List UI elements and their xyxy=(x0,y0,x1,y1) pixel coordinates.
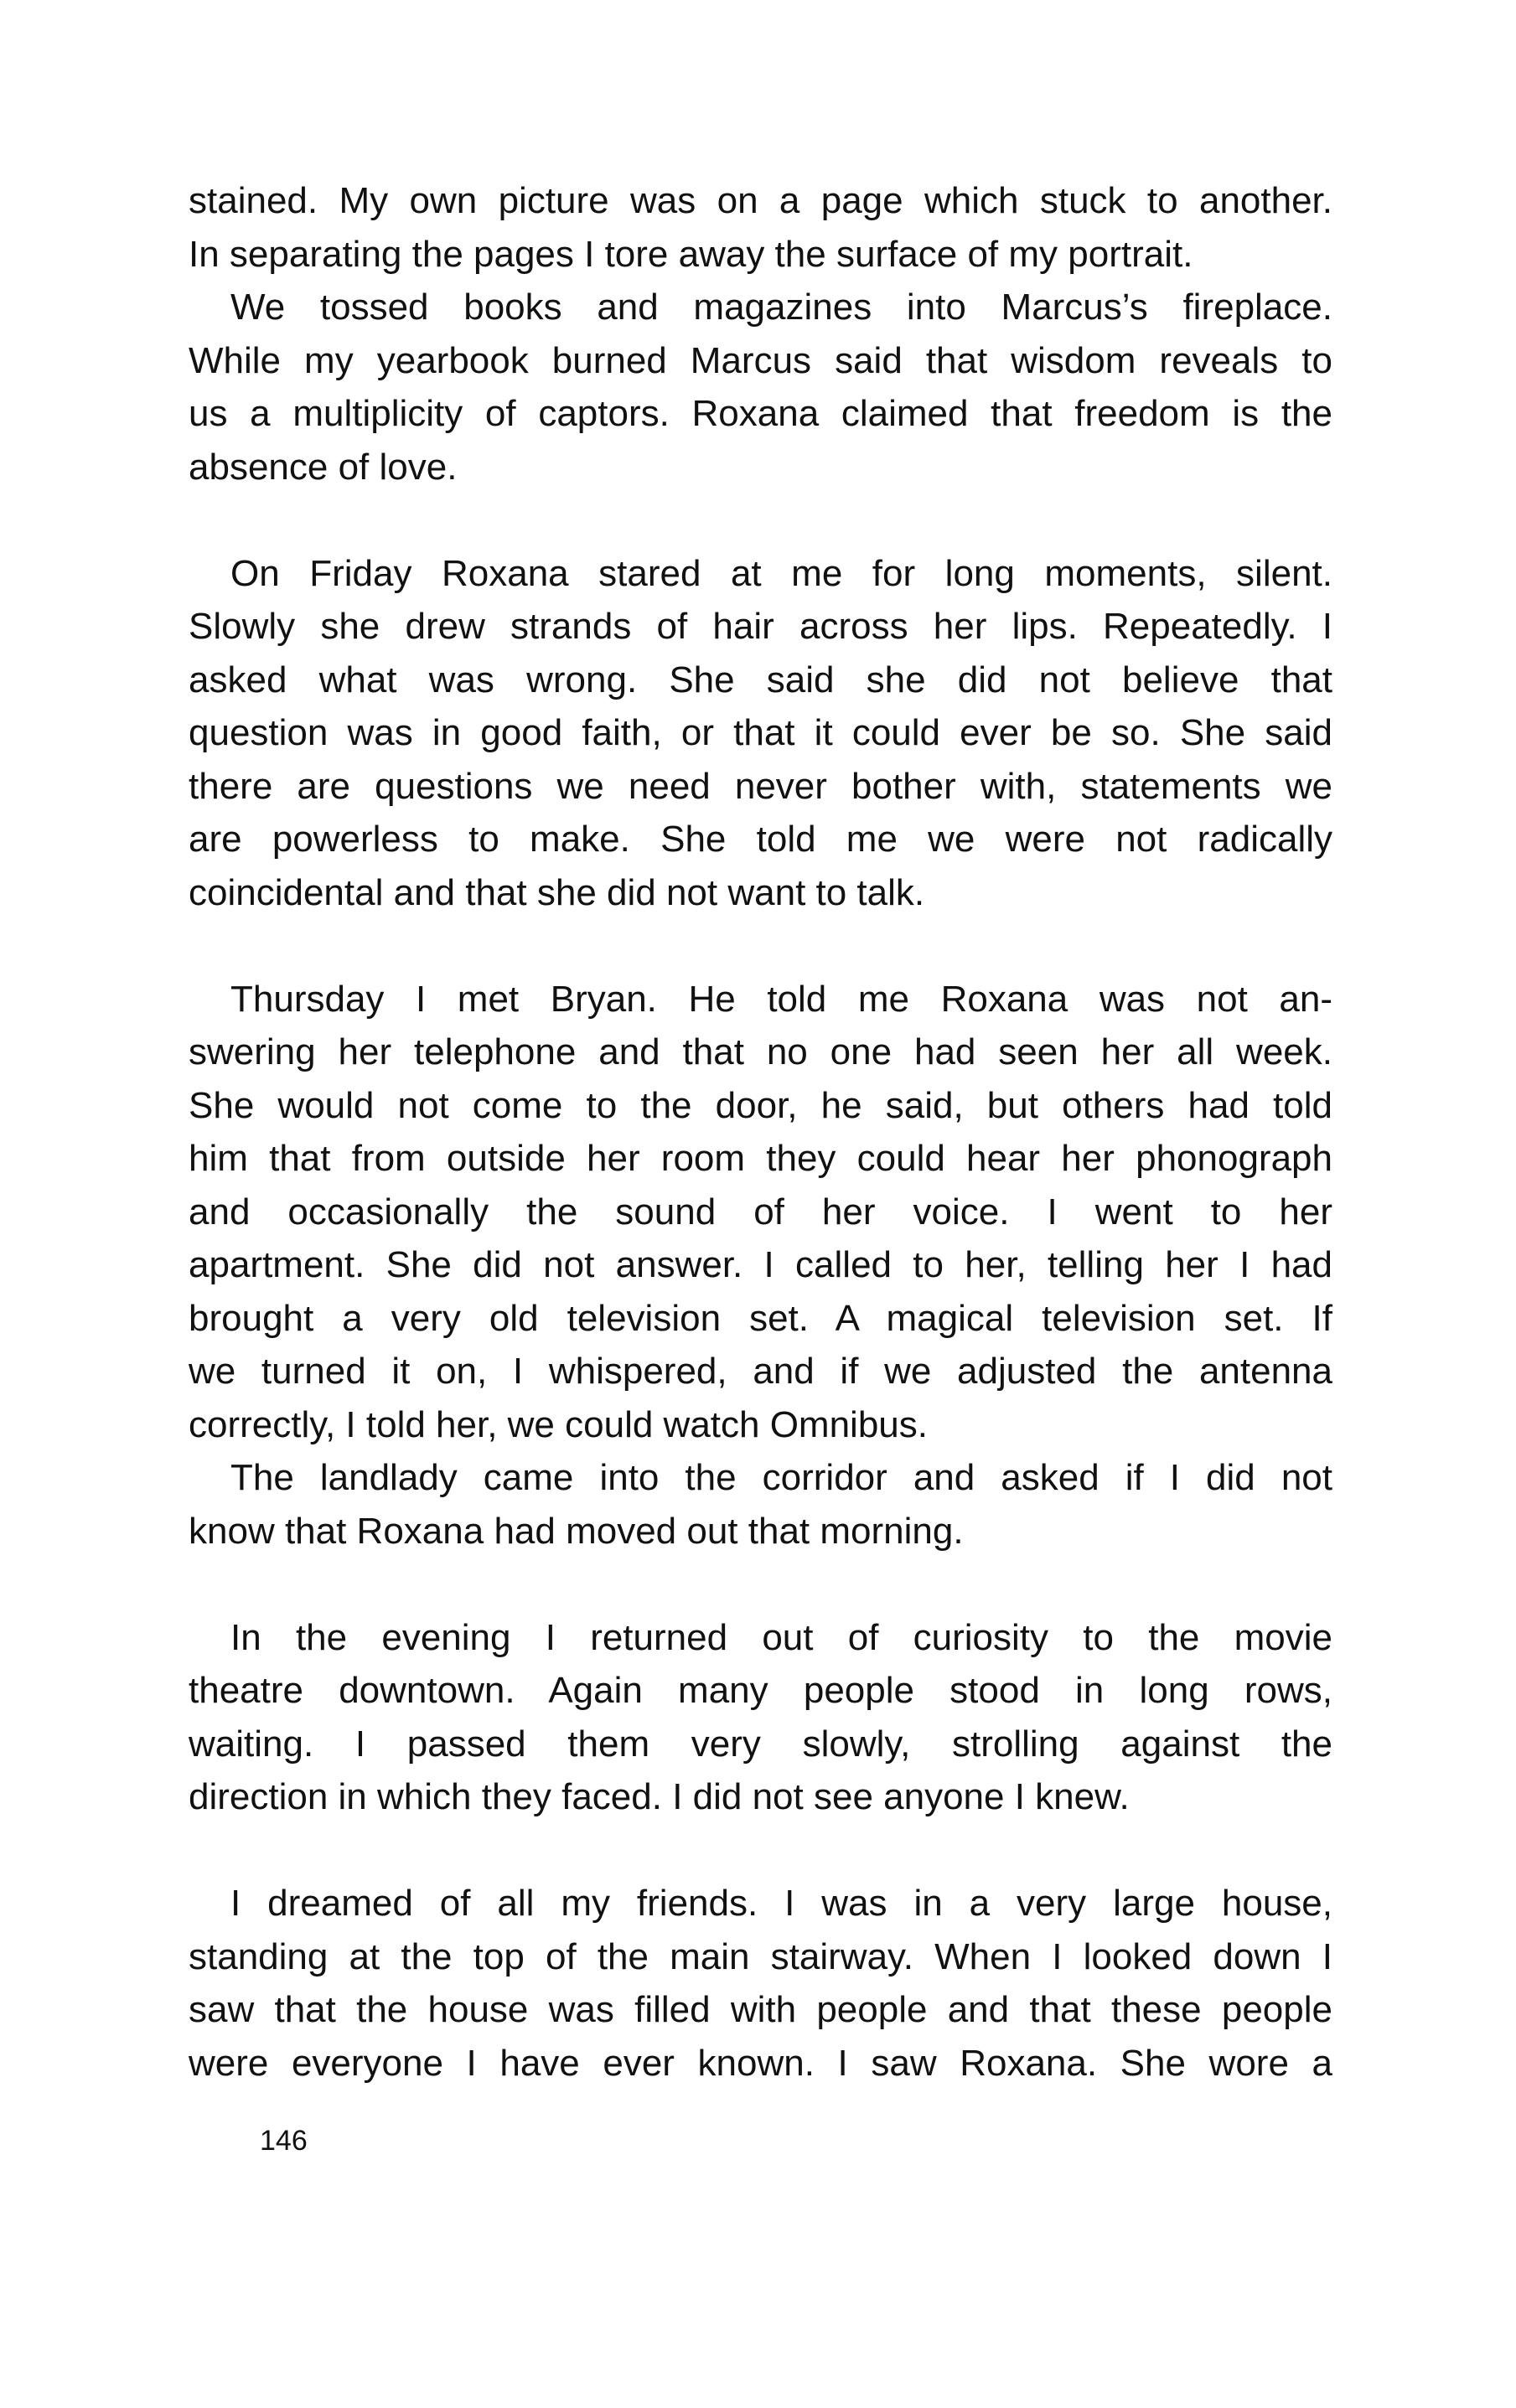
paragraph xyxy=(189,281,1332,493)
text-line: In the evening I returned out of curiosity to the movie xyxy=(230,1616,1332,1658)
text-line: are powerless to make. She told me we were not radically xyxy=(189,819,1332,860)
text-line: him that from outside her room they could hear her phonograph xyxy=(189,1138,1332,1179)
text-line: We tossed books and magazines into Marcus’s fireplace. xyxy=(230,287,1332,328)
paragraph xyxy=(189,1611,1332,1824)
paragraph xyxy=(189,1451,1332,1558)
section-break xyxy=(189,1824,1332,1878)
section-break xyxy=(189,1558,1332,1611)
text-line: She would not come to the door, he said, but others had told xyxy=(189,1084,1332,1126)
section-break xyxy=(189,493,1332,547)
text-line: In separating the pages I tore away the surface of my portrait. xyxy=(189,233,1193,275)
text-line: stained. My own picture was on a page which stuck to another. xyxy=(189,180,1332,221)
text-line: question was in good faith, or that it could ever be so. She said xyxy=(189,712,1332,753)
text-line: asked what was wrong. She said she did not believe that xyxy=(189,659,1332,700)
text-line: saw that the house was filled with people and that these people xyxy=(189,1989,1332,2030)
text-line: us a multiplicity of captors. Roxana claimed that freedom is the xyxy=(189,393,1332,434)
text-line: Thursday I met Bryan. He told me Roxana was not an- xyxy=(230,978,1332,1020)
text-line: theatre downtown. Again many people stood in long rows, xyxy=(189,1670,1332,1711)
text-line: correctly, I told her, we could watch Omnibus. xyxy=(189,1403,928,1445)
paragraph xyxy=(189,174,1332,281)
text-line: I dreamed of all my friends. I was in a very large house, xyxy=(230,1883,1332,1924)
page-number: 146 xyxy=(260,2125,308,2157)
text-line: The landlady came into the corridor and asked if I did not xyxy=(230,1457,1332,1498)
section-break xyxy=(189,919,1332,973)
text-line: coincidental and that she did not want to talk. xyxy=(189,871,925,913)
text-line: standing at the top of the main stairway. When I looked down I xyxy=(189,1935,1332,1977)
text-line: brought a very old television set. A magical television set. If xyxy=(189,1297,1332,1339)
text-line: apartment. She did not answer. I called to her, telling her I had xyxy=(189,1244,1332,1285)
text-line: absence of love. xyxy=(189,446,458,488)
text-line: were everyone I have ever known. I saw Roxana. She wore a xyxy=(189,2042,1332,2084)
text-line: waiting. I passed them very slowly, strolling against the xyxy=(189,1723,1332,1765)
text-line: swering her telephone and that no one had seen her all week. xyxy=(189,1031,1332,1072)
text-line: know that Roxana had moved out that morning. xyxy=(189,1510,964,1552)
body-text xyxy=(189,174,1332,2090)
text-line: While my yearbook burned Marcus said that wisdom reveals to xyxy=(189,339,1332,381)
paragraph xyxy=(189,1877,1332,2090)
paragraph xyxy=(189,547,1332,920)
text-line: there are questions we need never bother with, statements we xyxy=(189,765,1332,807)
text-line: and occasionally the sound of her voice. I went to her xyxy=(189,1191,1332,1232)
text-line: we turned it on, I whispered, and if we adjusted the antenna xyxy=(189,1351,1332,1392)
text-line: On Friday Roxana stared at me for long moments, silent. xyxy=(230,552,1332,594)
text-line: direction in which they faced. I did not see anyone I knew. xyxy=(189,1776,1130,1817)
text-line: Slowly she drew strands of hair across her lips. Repeatedly. I xyxy=(189,606,1332,647)
paragraph xyxy=(189,973,1332,1452)
